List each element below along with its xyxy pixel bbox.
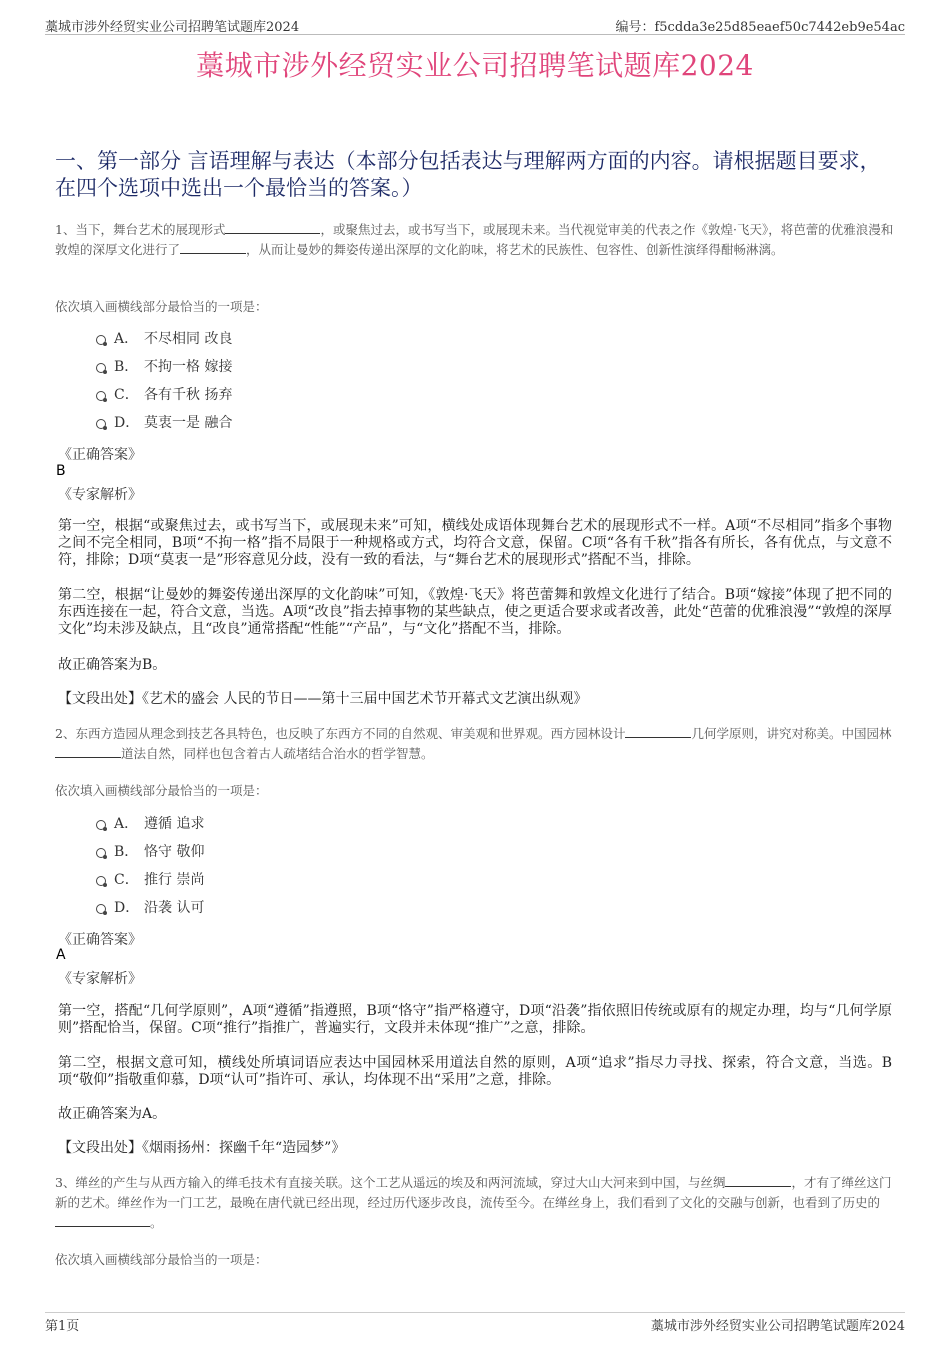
question-1-option-c[interactable]: C． 各有千秋 扬弃 [96,381,232,409]
question-2-options [96,810,204,922]
question-1-analysis-label: 《专家解析》 [58,487,142,503]
page-footer [45,1312,905,1334]
question-1-blank-2 [180,240,246,254]
question-1-answer: B [56,463,66,479]
question-2-analysis-p2: 第二空，根据文意可知，横线处所填词语应表达中国园林采用道法自然的原则，A项“追求”指尽力寻找、探索，符合文意，当选。B项“敬仰”指敬重仰慕，D项“认可”指许可、承认，均体现不出“采用”之意，排除。 [58,1055,892,1088]
question-3-blank-2 [55,1213,150,1227]
question-1-source: 【文段出处】《艺术的盛会 人民的节日——第十三届中国艺术节开幕式文艺演出纵观》 [58,691,588,707]
radio-icon[interactable] [96,904,106,914]
header-doc-name: 藁城市涉外经贸实业公司招聘笔试题库2024 [45,20,300,35]
page-number: 第1页 [45,1319,80,1334]
question-2-option-a[interactable]: A． 遵循 追求 [96,810,204,838]
question-1-answer-label: 《正确答案》 [58,447,142,463]
question-3-prompt: 依次填入画横线部分最恰当的一项是： [55,1252,268,1267]
question-2-option-d[interactable]: D． 沿袭 认可 [96,894,204,922]
section-heading: 一、第一部分 言语理解与表达（本部分包括表达与理解两方面的内容。请根据题目要求，在四个选项中选出一个最恰当的答案。） [55,149,881,200]
radio-icon[interactable] [96,419,106,429]
question-2-option-b[interactable]: B． 恪守 敬仰 [96,838,204,866]
question-1-analysis-p1: 第一空，根据“或聚焦过去，或书写当下，或展现未来”可知，横线处成语体现舞台艺术的展现形式不一样。A项“不尽相同”指多个事物之间不完全相同，B项“不拘一格”指不局限于一种规格或方式，均符合文意，保留。C项“各有千秋”指各有所长，各有优点，与文意不符，排除；D项“莫衷一是”形容意见分歧，没有一致的看法，与“舞台艺术的展现形式”搭配不当，排除。 [58,518,892,568]
question-1-option-a[interactable]: A． 不尽相同 改良 [96,325,232,353]
radio-icon[interactable] [96,820,106,830]
question-2-option-c[interactable]: C． 推行 崇尚 [96,866,204,894]
header-doc-id: 编号：f5cdda3e25d85eaef50c7442eb9e54ac [615,20,905,35]
radio-icon[interactable] [96,391,106,401]
radio-icon[interactable] [96,363,106,373]
question-2-stem: 2、东西方造园从理念到技艺各具特色，也反映了东西方不同的自然观、审美观和世界观。西方园林设计 几何学原则，讲究对称美。中国园林道法自然，同样也包含着古人疏堵结合治水的哲学智慧。 [55,726,892,761]
question-1-prompt: 依次填入画横线部分最恰当的一项是： [55,299,268,314]
radio-icon[interactable] [96,876,106,886]
question-1-analysis-p2: 第二空，根据“让曼妙的舞姿传递出深厚的文化韵味”可知，《敦煌·飞天》将芭蕾舞和敦煌文化进行了结合。B项“嫁接”体现了把不同的东西连接在一起，符合文意，当选。A项“改良”指去掉事物的某些缺点，使之更适合要求或者改善，此处“芭蕾的优雅浪漫”“敦煌的深厚文化”均未涉及缺点，且“改良”通常搭配“性能”“产品”，与“文化”搭配不当，排除。 [58,587,892,637]
radio-icon[interactable] [96,335,106,345]
question-2-blank-2 [55,744,121,758]
footer-doc-name: 藁城市涉外经贸实业公司招聘笔试题库2024 [650,1319,905,1334]
question-3-stem: 3、缂丝的产生与从西方输入的缂毛技术有直接关联。这个工艺从遥远的埃及和两河流域，穿过大山大河来到中国，与丝绸 ，才有了缂丝这门新的艺术。缂丝作为一门工艺，最晚在唐代就已经出现，经过历代逐步改良，流传至今。在缂丝身上，我们看到了文化的交融与创新，也看到了历史的。 [55,1175,892,1230]
page-header [45,12,905,35]
question-2-analysis-p1: 第一空，搭配“几何学原则”，A项“遵循”指遵照，B项“恪守”指严格遵守，D项“沿袭”指依照旧传统或原有的规定办理，均与“几何学原则”搭配恰当，保留。C项“推行”指推广，普遍实行，文段并未体现“推广”之意，排除。 [58,1003,892,1036]
question-2-source: 【文段出处】《烟雨扬州：探幽千年“造园梦”》 [58,1140,346,1156]
question-2-prompt: 依次填入画横线部分最恰当的一项是： [55,783,268,798]
question-3-blank-1 [725,1173,791,1187]
question-2-answer: A [56,947,66,963]
question-1-option-d[interactable]: D． 莫衷一是 融合 [96,409,232,437]
question-2-answer-label: 《正确答案》 [58,932,142,948]
question-2-blank-1 [625,724,691,738]
question-2-conclusion: 故正确答案为A。 [58,1106,167,1122]
question-2-analysis-label: 《专家解析》 [58,971,142,987]
radio-icon[interactable] [96,848,106,858]
question-1-stem: 1、当下，舞台艺术的展现形式 ，或聚焦过去，或书写当下，或展现未来。当代视觉审美的代表之作《敦煌·飞天》，将芭蕾的优雅浪漫和敦煌的深厚文化进行了 ，从而让曼妙的舞姿传递出深厚的文化韵味，将艺术的民族性、包容性、创新性演绎得酣畅淋漓。 [55,222,894,257]
question-1-option-b[interactable]: B． 不拘一格 嫁接 [96,353,232,381]
question-1-conclusion: 故正确答案为B。 [58,657,167,673]
document-title: 藁城市涉外经贸实业公司招聘笔试题库2024 [196,49,754,82]
question-1-blank-1 [225,220,320,234]
question-1-options [96,325,232,437]
